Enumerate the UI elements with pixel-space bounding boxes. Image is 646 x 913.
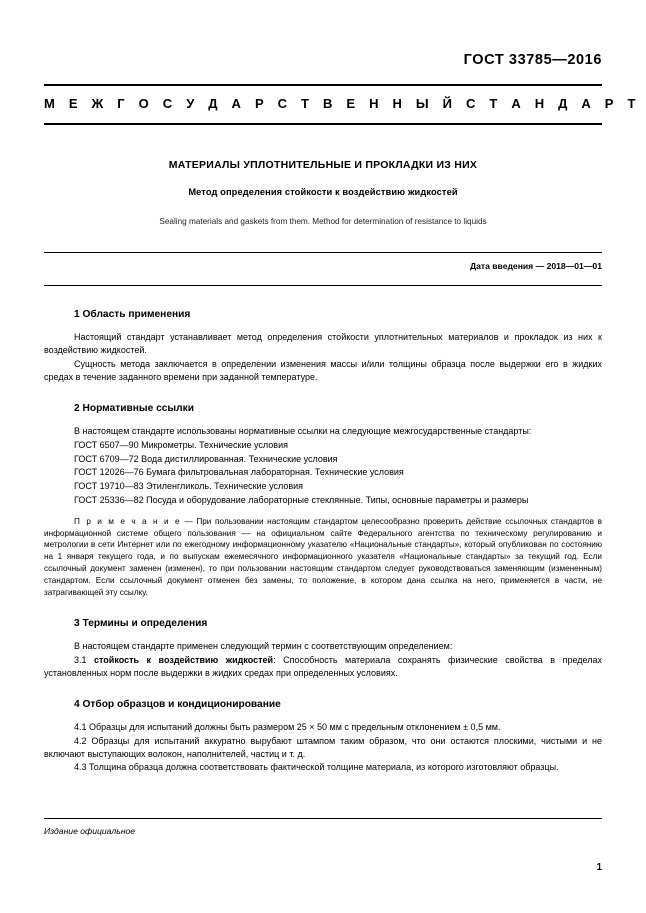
term-definition: : Способность материала сохранять физические свойства в пределах установленных норм после выдержки в жидких средах при определенных условиях. (44, 655, 602, 678)
section-1-paragraph-1: Настоящий стандарт устанавливает метод определения стойкости уплотнительных материалов и прокладок из них к воздействию жидкостей. (44, 332, 602, 356)
header-top-rule (44, 84, 602, 86)
page-content (44, 52, 641, 774)
header-bottom-rule (44, 123, 602, 125)
reference-item-5: ГОСТ 25336—82 Посуда и оборудование лабораторные стеклянные. Типы, основные параметры и размеры (74, 494, 529, 505)
page-number: 1 (596, 862, 602, 873)
reference-item-2: ГОСТ 6709—72 Вода дистиллированная. Технические условия (74, 453, 338, 464)
reference-item-3: ГОСТ 12026—76 Бумага фильтровальная лабораторная. Технические условия (74, 467, 404, 478)
section-3-intro: В настоящем стандарте применен следующий термин с соответствующим определением: (74, 641, 453, 652)
section-heading-4: 4 Отбор образцов и кондиционирование (74, 698, 281, 710)
standard-code: ГОСТ 33785—2016 (463, 52, 602, 68)
section-4-paragraph-1: 4.1 Образцы для испытаний должны быть размером 25 × 50 мм с предельным отклонением ± 0,5 мм. (74, 722, 501, 733)
section-heading-3: 3 Термины и определения (74, 617, 208, 629)
reference-item-1: ГОСТ 6507—90 Микрометры. Технические условия (74, 439, 288, 450)
section-4-paragraph-3: 4.3 Толщина образца должна соответствовать фактической толщине материала, из которого изготовляют образцы. (74, 762, 559, 773)
page-footer (44, 818, 602, 836)
note-label: П р и м е ч а н и е (74, 516, 181, 526)
section-1-paragraph-2: Сущность метода заключается в определении изменения массы и/или толщины образца после выдержки его в жидких средах в течение заданного времени при заданной температуре. (44, 359, 602, 382)
note-text: — При пользовании настоящим стандартом целесообразно проверить действие ссылочных стандартов в информационной системе общего пользования –– на официальном сайте Федерального агентства по техническому регулированию и метрологии в сети Интернет или по ежегодному информационному указателю «Национальные стандарты», который опубликован по состоянию на 1 января текущего года, и по выпускам ежемесячного информационного указателя «Национальные стандарты» за текущий год. Если ссылочный документ заменен (изменен), то при пользовании настоящим стандартом следует руководствоваться заменяющим (измененным) стандартом. Если ссылочный документ отменен без замены, то положение, в котором дана ссылка на него, применяется в части, не затрагивающей эту ссылку. (44, 516, 602, 597)
section-heading-2: 2 Нормативные ссылки (74, 402, 194, 414)
effective-date: Дата введения — 2018—01—01 (469, 261, 602, 271)
reference-item-4: ГОСТ 19710—83 Этиленгликоль. Технические условия (74, 481, 304, 492)
document-title (44, 159, 602, 171)
term-name: стойкость к воздействию жидкостей (94, 655, 274, 666)
section-4-paragraph-2: 4.2 Образцы для испытаний аккуратно вырубают штампом таким образом, что они остаются плоскими, чистыми и не включают выступающих волокон, наполнителей, частиц и т. д. (44, 735, 602, 759)
section-heading-1: 1 Область применения (74, 309, 191, 320)
document-title-text: МАТЕРИАЛЫ УПЛОТНИТЕЛЬНЫЕ И ПРОКЛАДКИ ИЗ НИХ (168, 159, 478, 171)
footer-note: Издание официальное (44, 826, 136, 836)
date-top-rule (44, 252, 602, 253)
footer-rule (44, 818, 602, 819)
section-2-note (44, 516, 602, 599)
document-body (44, 308, 602, 774)
document-english-title: Sealing materials and gaskets from them. Method for determination of resistance to liquids (159, 217, 487, 226)
document-subtitle: Метод определения стойкости к воздействию жидкостей (188, 187, 458, 197)
section-2-intro: В настоящем стандарте использованы нормативные ссылки на следующие межгосударственные стандарты: (74, 426, 532, 437)
date-bottom-rule (44, 285, 602, 286)
header-banner-title: М Е Ж Г О С У Д А Р С Т В Е Н Н Ы Й С Т А Н Д А Р Т (44, 96, 641, 111)
title-block (44, 159, 602, 226)
section-3-term (44, 654, 602, 680)
term-number: 3.1 (74, 655, 95, 666)
